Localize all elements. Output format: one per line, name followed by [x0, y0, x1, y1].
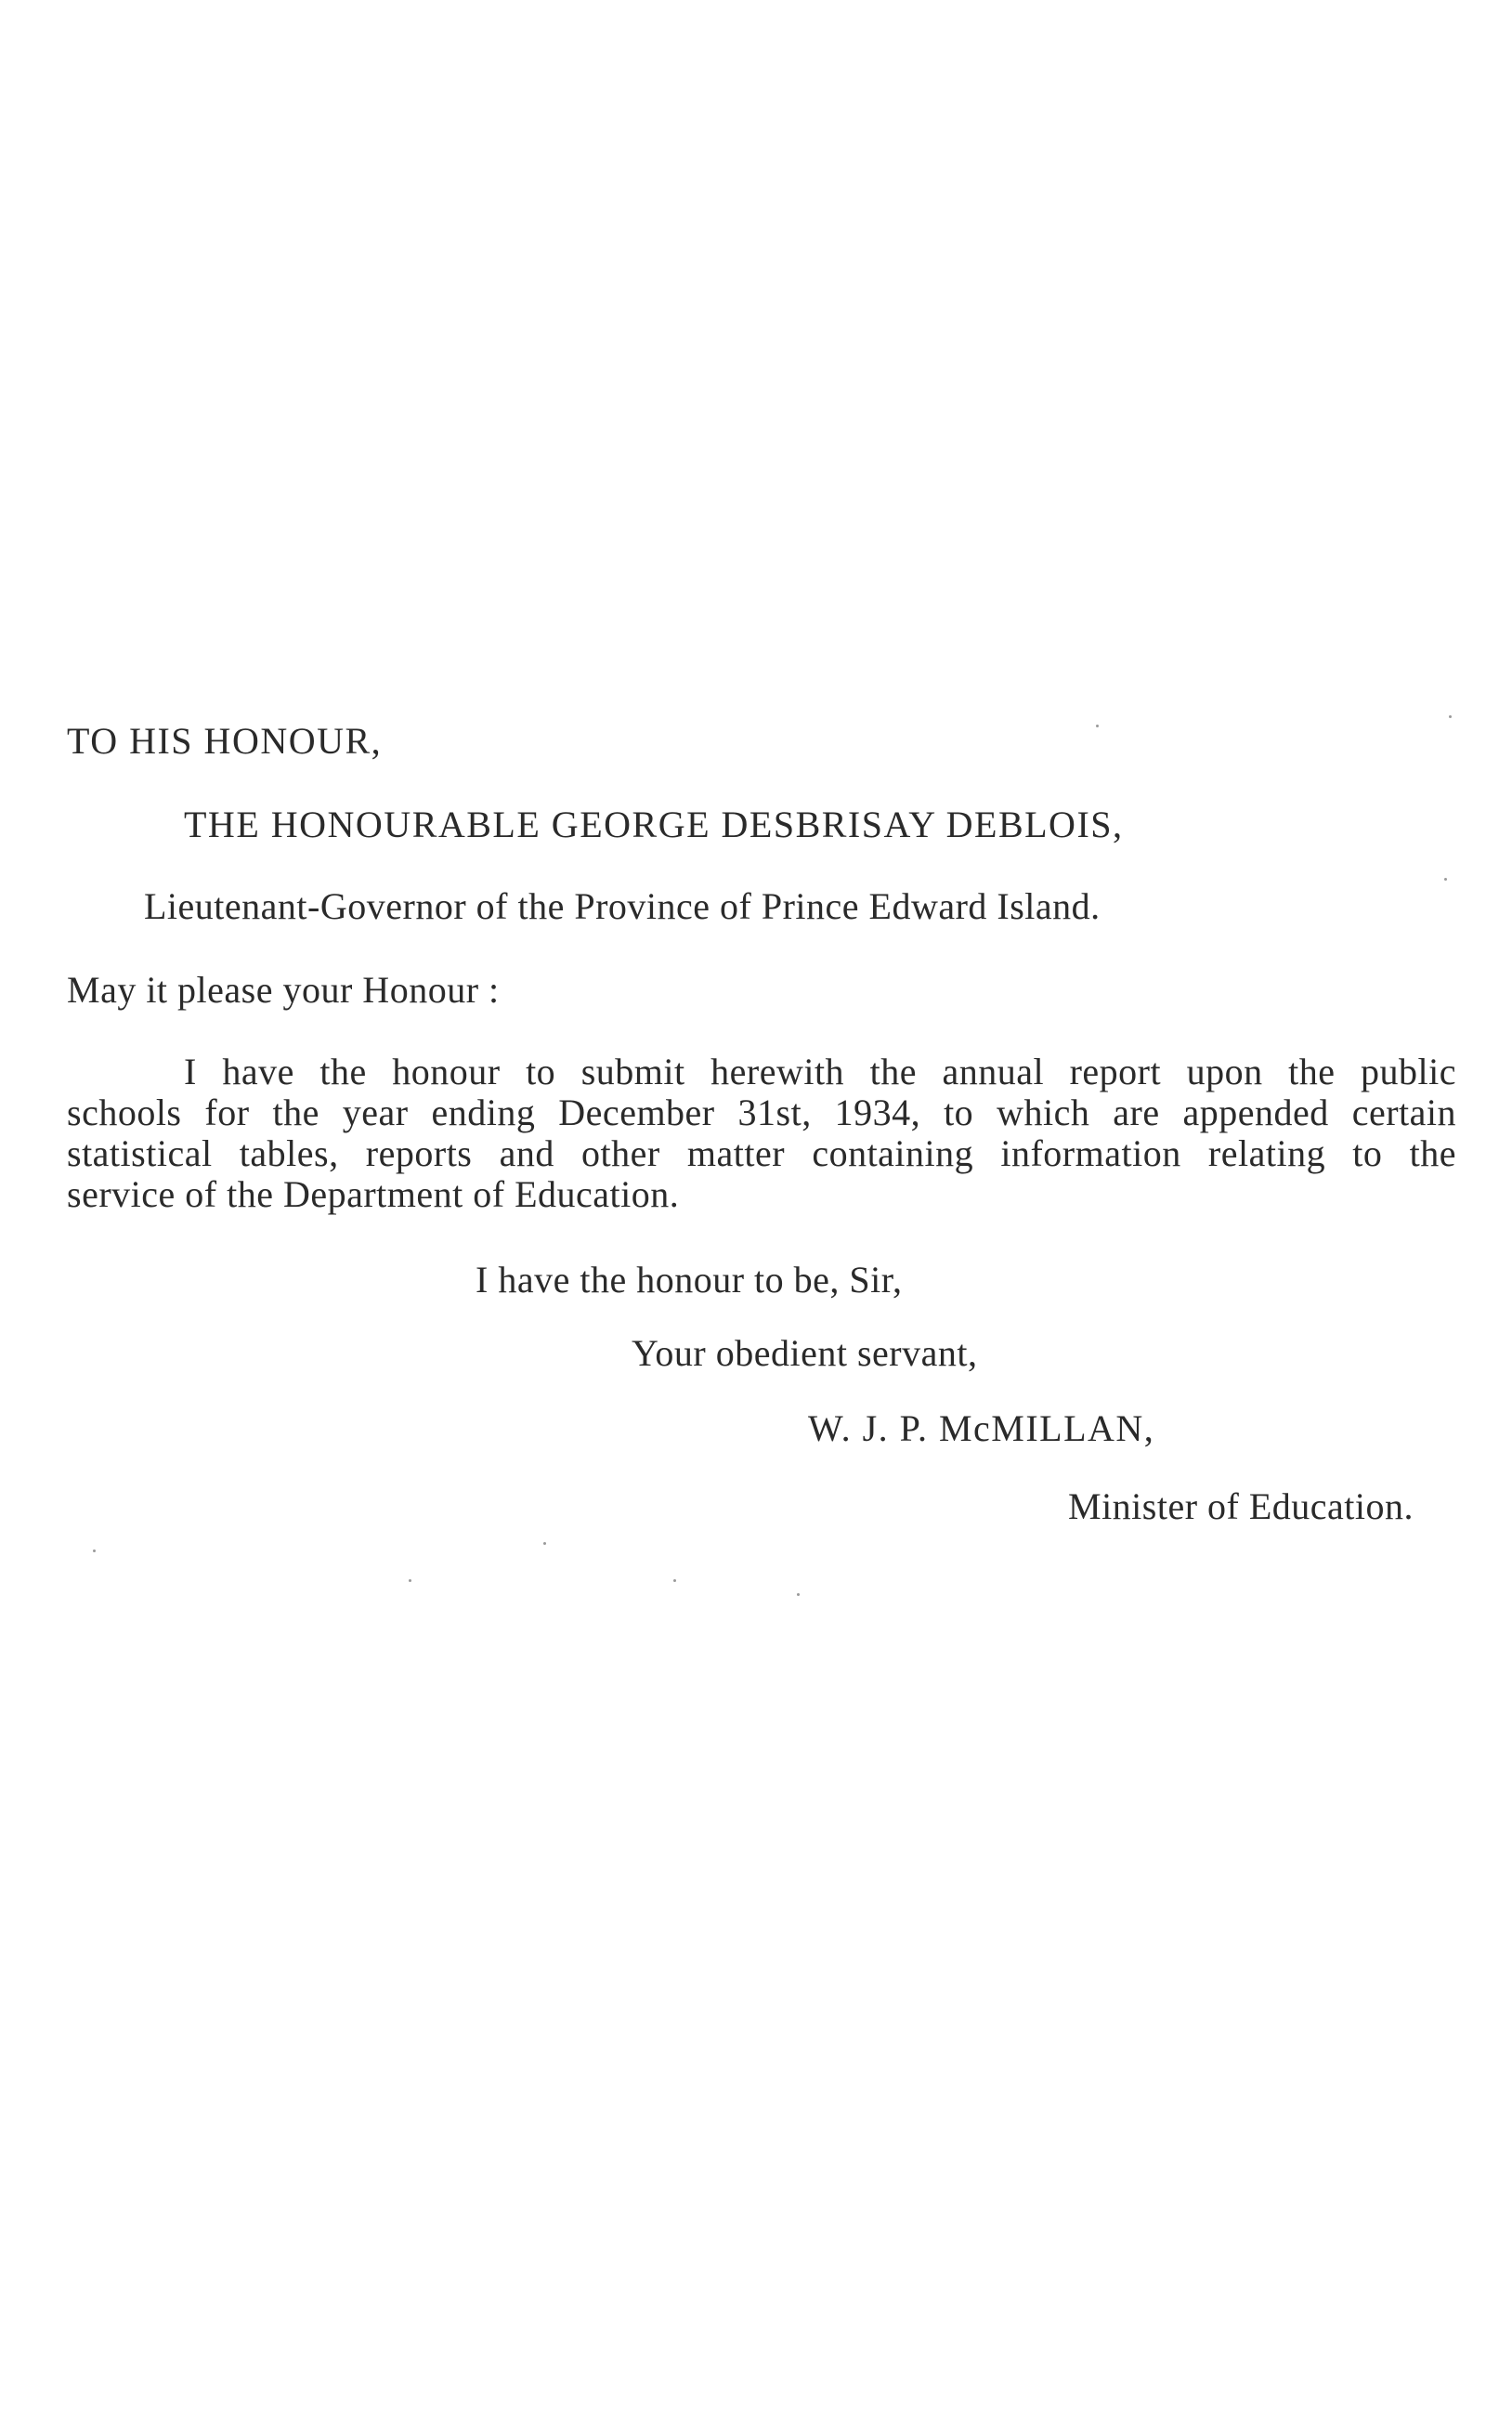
signatory-name: W. J. P. McMILLAN,	[808, 1407, 1155, 1449]
body-line: statistical tables, reports and other matter containing information relating to the	[67, 1132, 1456, 1174]
scan-speck	[1096, 725, 1099, 727]
closing-line: I have the honour to be, Sir,	[476, 1259, 903, 1301]
scan-speck	[93, 1549, 96, 1552]
scan-speck	[1444, 878, 1447, 881]
salutation: TO HIS HONOUR,	[67, 720, 383, 762]
scan-speck	[543, 1542, 546, 1545]
signatory-title: Minister of Education.	[1068, 1485, 1414, 1527]
scan-speck	[409, 1579, 411, 1582]
valediction: Your obedient servant,	[632, 1332, 978, 1374]
body-line: schools for the year ending December 31st, 1934, to which are appended certain	[67, 1092, 1456, 1133]
letter-body	[67, 1052, 1456, 1215]
body-line: service of the Department of Education.	[67, 1173, 680, 1215]
addressee-title: Lieutenant-Governor of the Province of Prince Edward Island.	[144, 885, 1101, 927]
scan-speck	[673, 1579, 676, 1582]
scan-speck	[797, 1593, 800, 1596]
greeting: May it please your Honour :	[67, 969, 500, 1011]
body-line: I have the honour to submit herewith the annual report upon the public	[184, 1051, 1456, 1092]
scan-speck	[1449, 715, 1452, 718]
addressee-name: THE HONOURABLE GEORGE DESBRISAY DEBLOIS,	[184, 804, 1124, 845]
